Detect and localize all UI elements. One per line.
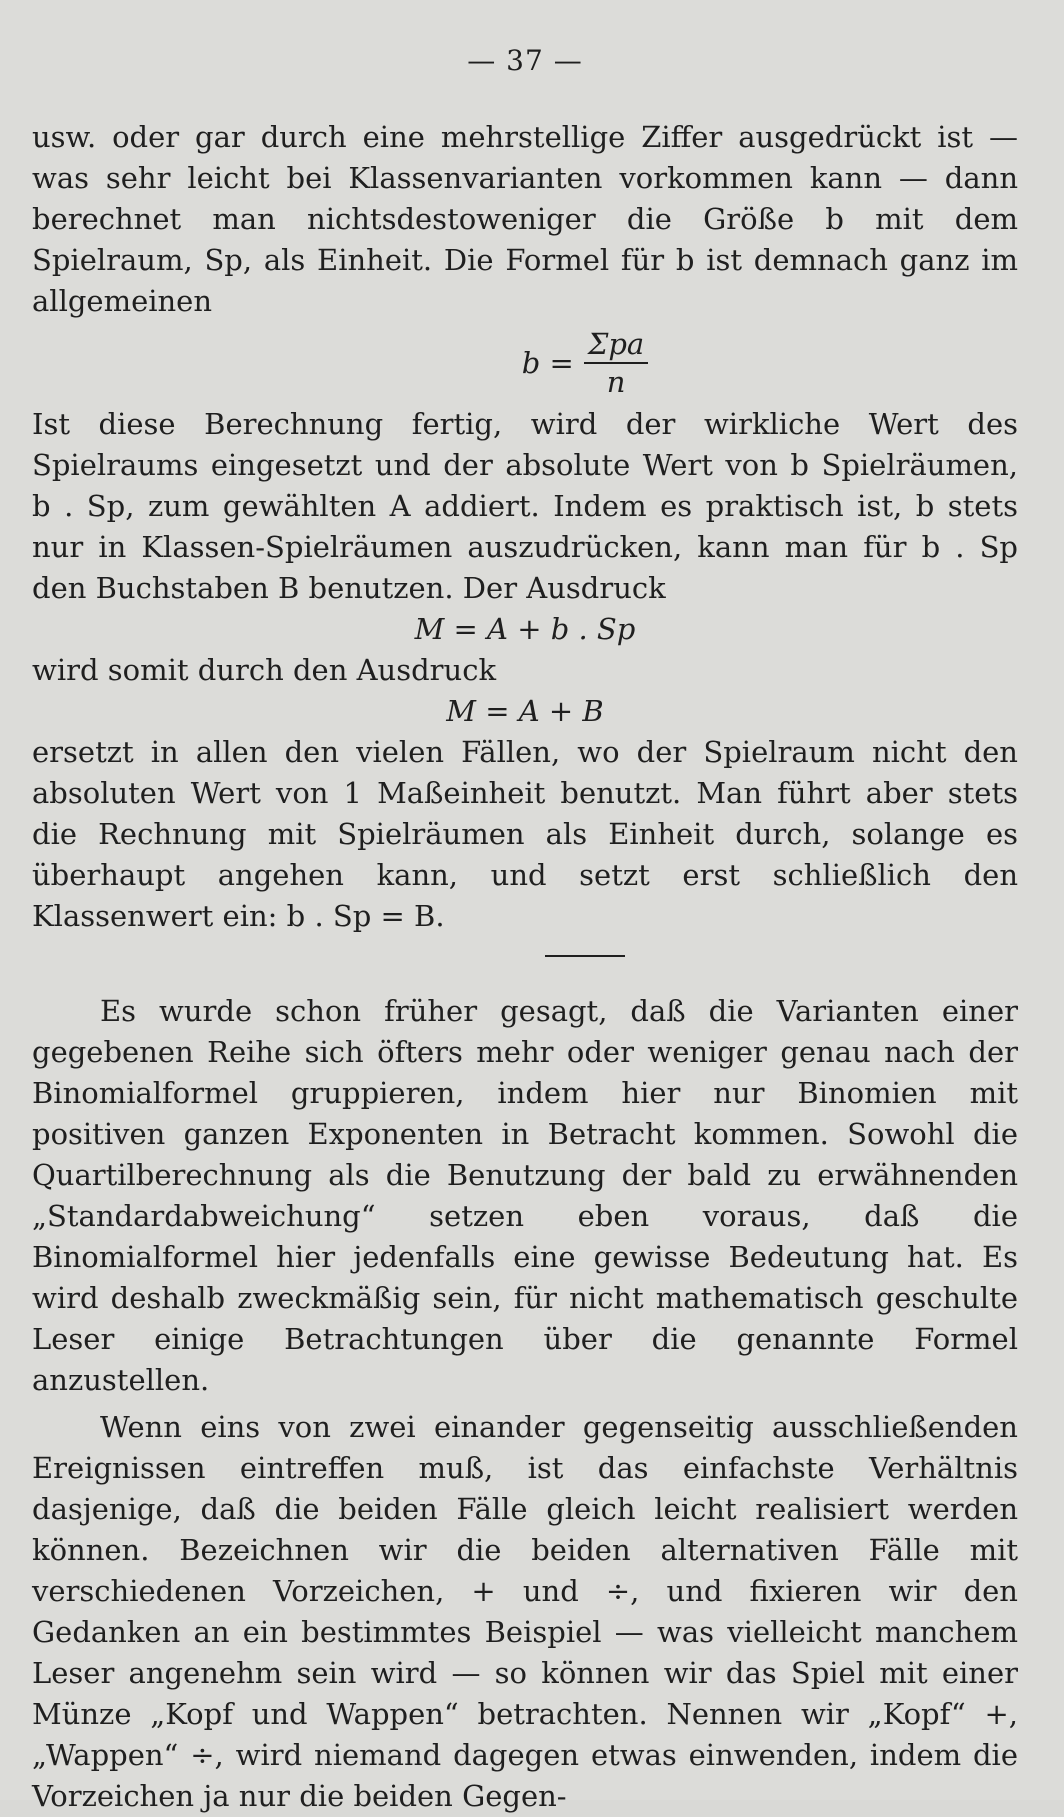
fraction-denominator: n bbox=[606, 365, 626, 399]
section-divider bbox=[545, 955, 625, 957]
fraction bbox=[522, 326, 648, 400]
page-number: — 37 — bbox=[467, 44, 583, 77]
paragraph-2: Ist diese Berechnung fertig, wird der wirkliche Wert des Spielraums eingesetzt und der absolute Wert von b Spielräumen, b . Sp, zum gewählten A addiert. Indem es praktisch ist, b stets nur in Klassen-Spielräumen auszudrücken, kann man für b . Sp den Buchstaben B benutzen. Der Ausdruck bbox=[32, 407, 1018, 605]
formula-m-short: M = A + B bbox=[446, 694, 604, 728]
paragraph-3: wird somit durch den Ausdruck bbox=[32, 653, 497, 687]
paragraph-1: usw. oder gar durch eine mehrstellige Ziffer ausgedrückt ist — was sehr leicht bei Klassenvarianten vorkommen kann — dann berechnet man nichtsdestoweniger die Größe b mit dem Spielraum, Sp, als Einheit. Die Formel für b ist demnach ganz im allgemeinen bbox=[32, 120, 1018, 318]
paragraph-5: Es wurde schon früher gesagt, daß die Varianten einer gegebenen Reihe sich öfters mehr oder weniger genau nach der Binomialformel gruppieren, indem hier nur Binomien mit positiven ganzen Exponenten in Betracht kommen. Sowohl die Quartilberechnung als die Benutzung der bald zu erwähnenden „Standardabweichung“ setzen eben voraus, daß die Binomialformel hier jedenfalls eine gewisse Bedeutung hat. Es wird deshalb zweckmäßig sein, für nicht mathematisch geschulte Leser einige Betrachtungen über die genannte Formel anzustellen. bbox=[32, 994, 1018, 1397]
formula-b bbox=[32, 322, 1018, 404]
fraction-stack bbox=[584, 326, 648, 400]
paragraph-6: Wenn eins von zwei einander gegenseitig ausschließenden Ereignissen eintreffen muß, ist das einfachste Verhältnis dasjenige, daß die beiden Fälle gleich leicht realisiert werden können. Bezeichnen wir die beiden alternativen Fälle mit verschiedenen Vorzeichen, + und ÷, und fixieren wir den Gedanken an ein bestimmtes Beispiel — was vielleicht manchem Leser angenehm sein wird — so können wir das Spiel mit einer Münze „Kopf und Wappen“ betrachten. Nennen wir „Kopf“ +, „Wappen“ ÷, wird niemand dagegen etwas einwenden, indem die Vorzeichen ja nur die beiden Gegen- bbox=[32, 1410, 1018, 1813]
formula-lhs: b = bbox=[521, 345, 574, 380]
paragraph-4: ersetzt in allen den vielen Fällen, wo der Spielraum nicht den absoluten Wert von 1 Maßeinheit benutzt. Man führt aber stets die Rechnung mit Spielräumen als Einheit durch, solange es überhaupt angehen kann, und setzt erst schließlich den Klassenwert ein: b . Sp = B. bbox=[32, 735, 1018, 933]
fraction-numerator: Σpa bbox=[584, 326, 648, 364]
formula-m-expanded: M = A + b . Sp bbox=[414, 612, 636, 646]
